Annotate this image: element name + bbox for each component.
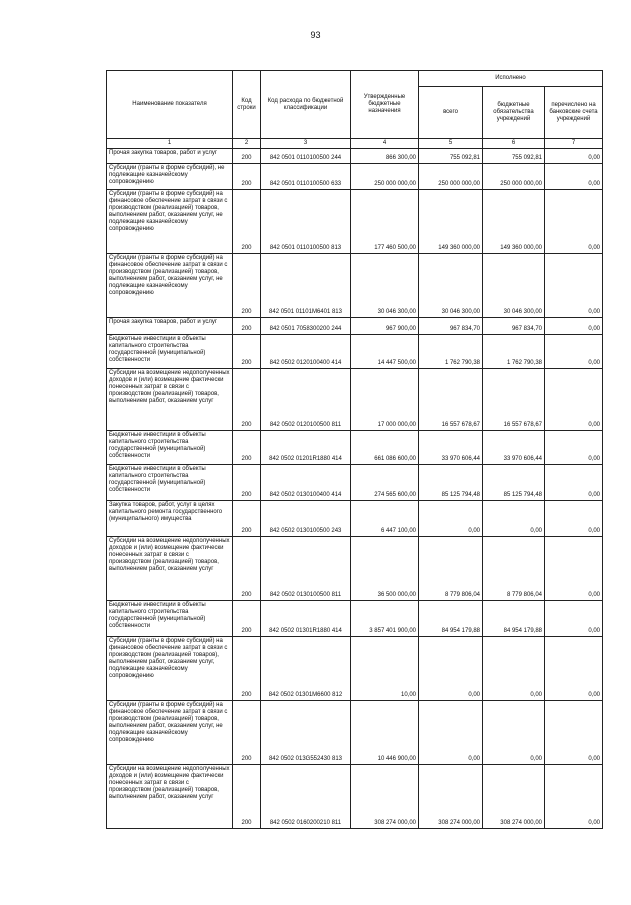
executed-transferred: 0,00 xyxy=(545,318,603,335)
row-code: 200 xyxy=(233,501,261,537)
column-number: 2 xyxy=(233,139,261,149)
table-row xyxy=(107,431,603,465)
indicator-name: Субсидии на возмещение недополученных доходов и (или) возмещение фактически понесенных затрат в связи с производством (реализацией) товаров, выполнением работ, оказанием услуг xyxy=(107,765,233,829)
expense-code: 842 0502 01301R1880 414 xyxy=(261,601,351,637)
approved-amount: 866 300,00 xyxy=(351,149,419,164)
executed-transferred: 0,00 xyxy=(545,765,603,829)
executed-transferred: 0,00 xyxy=(545,164,603,190)
row-code: 200 xyxy=(233,765,261,829)
row-code: 200 xyxy=(233,369,261,431)
executed-transferred: 0,00 xyxy=(545,701,603,765)
executed-total: 967 834,70 xyxy=(419,318,483,335)
row-code: 200 xyxy=(233,465,261,501)
executed-total: 16 557 678,67 xyxy=(419,369,483,431)
executed-total: 33 970 606,44 xyxy=(419,431,483,465)
table-row xyxy=(107,190,603,254)
header-total: всего xyxy=(419,87,483,139)
executed-obligations: 33 970 606,44 xyxy=(483,431,545,465)
approved-amount: 17 000 000,00 xyxy=(351,369,419,431)
header-executed: Исполнено xyxy=(419,71,603,87)
table-row xyxy=(107,701,603,765)
table-row xyxy=(107,501,603,537)
executed-transferred: 0,00 xyxy=(545,431,603,465)
table-row xyxy=(107,537,603,601)
approved-amount: 661 086 600,00 xyxy=(351,431,419,465)
executed-transferred: 0,00 xyxy=(545,637,603,701)
expense-code: 842 0502 0120100500 811 xyxy=(261,369,351,431)
table-row xyxy=(107,369,603,431)
table-row xyxy=(107,335,603,369)
indicator-name: Прочая закупка товаров, работ и услуг xyxy=(107,149,233,164)
indicator-name: Субсидии (гранты в форме субсидий) на финансовое обеспечение затрат в связи с производством (реализацией) товаров, выполнением работ, оказанием услуг, не подлежащие казначейскому сопровождению xyxy=(107,701,233,765)
executed-obligations: 149 360 000,00 xyxy=(483,190,545,254)
budget-execution-table xyxy=(106,70,603,829)
executed-transferred: 0,00 xyxy=(545,601,603,637)
row-code: 200 xyxy=(233,601,261,637)
indicator-name: Субсидии (гранты в форме субсидий) на финансовое обеспечение затрат в связи с производством (реализацией товаров), выполнением работ, оказанием услуг, подлежащие казначейскому сопровождению xyxy=(107,637,233,701)
approved-amount: 30 046 300,00 xyxy=(351,254,419,318)
column-number: 7 xyxy=(545,139,603,149)
executed-total: 0,00 xyxy=(419,501,483,537)
executed-obligations: 755 092,81 xyxy=(483,149,545,164)
executed-obligations: 0,00 xyxy=(483,637,545,701)
column-number: 1 xyxy=(107,139,233,149)
column-number-row xyxy=(107,139,603,149)
executed-obligations: 16 557 678,67 xyxy=(483,369,545,431)
executed-obligations: 8 779 806,04 xyxy=(483,537,545,601)
expense-code: 842 0501 0110100500 244 xyxy=(261,149,351,164)
approved-amount: 3 857 401 900,00 xyxy=(351,601,419,637)
expense-code: 842 0501 0110100500 813 xyxy=(261,190,351,254)
approved-amount: 177 460 500,00 xyxy=(351,190,419,254)
expense-code: 842 0502 0130100500 243 xyxy=(261,501,351,537)
approved-amount: 967 900,00 xyxy=(351,318,419,335)
executed-total: 0,00 xyxy=(419,637,483,701)
row-code: 200 xyxy=(233,431,261,465)
indicator-name: Субсидии на возмещение недополученных доходов и (или) возмещение фактически понесенных затрат в связи с производством (реализацией) товаров, выполнением работ, оказанием услуг xyxy=(107,369,233,431)
row-code: 200 xyxy=(233,701,261,765)
executed-obligations: 967 834,70 xyxy=(483,318,545,335)
row-code: 200 xyxy=(233,318,261,335)
approved-amount: 10,00 xyxy=(351,637,419,701)
executed-transferred: 0,00 xyxy=(545,465,603,501)
column-number: 4 xyxy=(351,139,419,149)
indicator-name: Бюджетные инвестиции в объекты капитального строительства государственной (муниципальной) собственности xyxy=(107,431,233,465)
indicator-name: Субсидии (гранты в форме субсидий), не подлежащие казначейскому сопровождению xyxy=(107,164,233,190)
executed-obligations: 250 000 000,00 xyxy=(483,164,545,190)
row-code: 200 xyxy=(233,149,261,164)
row-code: 200 xyxy=(233,254,261,318)
column-number: 3 xyxy=(261,139,351,149)
executed-obligations: 84 954 179,88 xyxy=(483,601,545,637)
executed-total: 149 360 000,00 xyxy=(419,190,483,254)
indicator-name: Субсидии (гранты в форме субсидий) на финансовое обеспечение затрат в связи с производством (реализацией) товаров, выполнением работ, оказанием услуг, не подлежащие казначейскому сопровождению xyxy=(107,190,233,254)
table-row xyxy=(107,318,603,335)
header-approved: Утвержденные бюджетные назначения xyxy=(351,71,419,139)
approved-amount: 10 446 900,00 xyxy=(351,701,419,765)
approved-amount: 36 500 000,00 xyxy=(351,537,419,601)
expense-code: 842 0501 7058300200 244 xyxy=(261,318,351,335)
indicator-name: Прочая закупка товаров, работ и услуг xyxy=(107,318,233,335)
executed-total: 250 000 000,00 xyxy=(419,164,483,190)
expense-code: 842 0502 0130100400 414 xyxy=(261,465,351,501)
table-row xyxy=(107,254,603,318)
column-number: 5 xyxy=(419,139,483,149)
indicator-name: Субсидии на возмещение недополученных доходов и (или) возмещение фактически понесенных затрат в связи с производством (реализацией) товаров, выполнением работ, оказанием услуг xyxy=(107,537,233,601)
approved-amount: 6 447 100,00 xyxy=(351,501,419,537)
expense-code: 842 0501 01101M6401 813 xyxy=(261,254,351,318)
table-row xyxy=(107,164,603,190)
table-row xyxy=(107,765,603,829)
executed-obligations: 0,00 xyxy=(483,701,545,765)
column-number: 6 xyxy=(483,139,545,149)
executed-transferred: 0,00 xyxy=(545,190,603,254)
expense-code: 842 0502 013G552430 813 xyxy=(261,701,351,765)
expense-code: 842 0502 0130100500 811 xyxy=(261,537,351,601)
executed-total: 1 762 790,38 xyxy=(419,335,483,369)
table-row xyxy=(107,465,603,501)
table-row xyxy=(107,149,603,164)
row-code: 200 xyxy=(233,335,261,369)
indicator-name: Закупка товаров, работ, услуг в целях капитального ремонта государственного (муниципального) имущества xyxy=(107,501,233,537)
indicator-name: Бюджетные инвестиции в объекты капитального строительства государственной (муниципальной) собственности xyxy=(107,465,233,501)
executed-total: 0,00 xyxy=(419,701,483,765)
executed-obligations: 308 274 000,00 xyxy=(483,765,545,829)
expense-code: 842 0502 0120100400 414 xyxy=(261,335,351,369)
header-name: Наименование показателя xyxy=(107,71,233,139)
indicator-name: Бюджетные инвестиции в объекты капитального строительства государственной (муниципальной) собственности xyxy=(107,335,233,369)
executed-transferred: 0,00 xyxy=(545,254,603,318)
approved-amount: 250 000 000,00 xyxy=(351,164,419,190)
table-row xyxy=(107,601,603,637)
executed-obligations: 1 762 790,38 xyxy=(483,335,545,369)
row-code: 200 xyxy=(233,637,261,701)
header-row-code: Код строки xyxy=(233,71,261,139)
expense-code: 842 0502 0160200210 811 xyxy=(261,765,351,829)
table-row xyxy=(107,637,603,701)
executed-transferred: 0,00 xyxy=(545,537,603,601)
approved-amount: 308 274 000,00 xyxy=(351,765,419,829)
approved-amount: 14 447 500,00 xyxy=(351,335,419,369)
executed-total: 84 954 179,88 xyxy=(419,601,483,637)
row-code: 200 xyxy=(233,537,261,601)
approved-amount: 274 565 600,00 xyxy=(351,465,419,501)
executed-total: 8 779 806,04 xyxy=(419,537,483,601)
header-obligations: бюджетные обязательства учреждений xyxy=(483,87,545,139)
page-number: 93 xyxy=(310,30,321,40)
executed-transferred: 0,00 xyxy=(545,369,603,431)
executed-total: 85 125 794,48 xyxy=(419,465,483,501)
expense-code: 842 0502 01201R1880 414 xyxy=(261,431,351,465)
expense-code: 842 0501 0110100500 633 xyxy=(261,164,351,190)
indicator-name: Субсидии (гранты в форме субсидий) на финансовое обеспечение затрат в связи с производством (реализацией) товаров, выполнением работ, оказанием услуг, не подлежащие казначейскому сопровождению xyxy=(107,254,233,318)
row-code: 200 xyxy=(233,190,261,254)
header-transferred: перечислено на банковские счета учреждений xyxy=(545,87,603,139)
indicator-name: Бюджетные инвестиции в объекты капитального строительства государственной (муниципальной) собственности xyxy=(107,601,233,637)
executed-obligations: 30 046 300,00 xyxy=(483,254,545,318)
executed-total: 755 092,81 xyxy=(419,149,483,164)
executed-transferred: 0,00 xyxy=(545,335,603,369)
executed-total: 30 046 300,00 xyxy=(419,254,483,318)
executed-transferred: 0,00 xyxy=(545,501,603,537)
executed-obligations: 0,00 xyxy=(483,501,545,537)
header-expense-code: Код расхода по бюджетной классификации xyxy=(261,71,351,139)
executed-total: 308 274 000,00 xyxy=(419,765,483,829)
row-code: 200 xyxy=(233,164,261,190)
executed-obligations: 85 125 794,48 xyxy=(483,465,545,501)
expense-code: 842 0502 01301M6600 812 xyxy=(261,637,351,701)
executed-transferred: 0,00 xyxy=(545,149,603,164)
